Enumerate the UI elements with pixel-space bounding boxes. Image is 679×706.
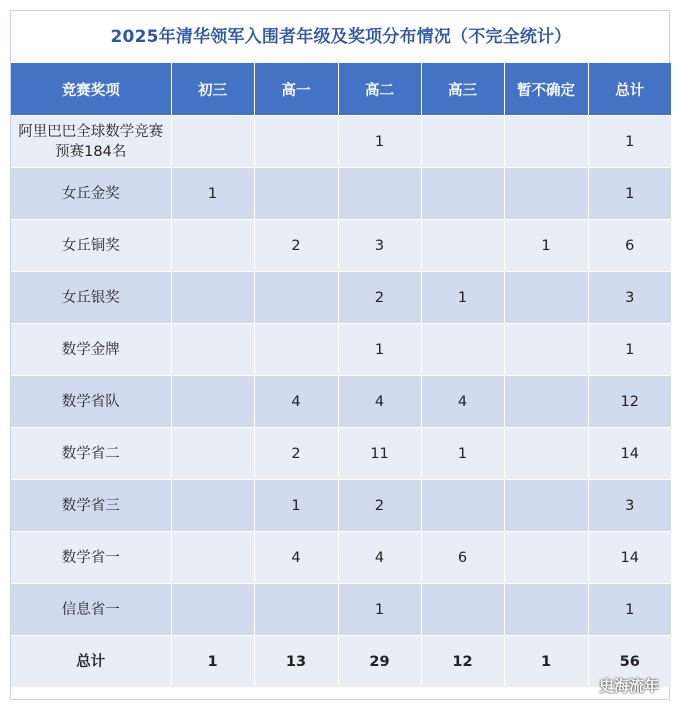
cell-undetermined (504, 324, 588, 376)
total-cell-award: 总计 (11, 636, 171, 688)
cell-undetermined (504, 168, 588, 220)
table-row (11, 272, 671, 324)
cell-grade-10 (254, 584, 338, 636)
cell-grade-9 (171, 584, 254, 636)
cell-grade-10: 2 (254, 220, 338, 272)
table-row (11, 116, 671, 168)
total-cell-total: 56 (588, 636, 671, 688)
cell-grade-10 (254, 272, 338, 324)
cell-grade-10 (254, 168, 338, 220)
cell-grade-9 (171, 532, 254, 584)
cell-grade-11: 4 (338, 532, 421, 584)
cell-grade-9 (171, 272, 254, 324)
table-row (11, 168, 671, 220)
header-grade-9: 初三 (171, 63, 254, 116)
cell-grade-10: 4 (254, 532, 338, 584)
header-grade-10: 高一 (254, 63, 338, 116)
cell-grade-12 (421, 584, 504, 636)
cell-undetermined (504, 584, 588, 636)
cell-award: 数学省队 (11, 376, 171, 428)
cell-grade-12: 6 (421, 532, 504, 584)
cell-undetermined (504, 428, 588, 480)
cell-undetermined (504, 532, 588, 584)
cell-grade-10: 2 (254, 428, 338, 480)
table-row (11, 220, 671, 272)
table-title: 2025年清华领军入围者年级及奖项分布情况（不完全统计） (110, 27, 572, 47)
cell-grade-9 (171, 376, 254, 428)
cell-award: 数学金牌 (11, 324, 171, 376)
table-row (11, 584, 671, 636)
cell-grade-12 (421, 480, 504, 532)
stats-table-frame (10, 10, 670, 700)
header-award: 竞赛奖项 (11, 63, 171, 116)
total-cell-grade-11: 29 (338, 636, 421, 688)
cell-grade-11: 1 (338, 324, 421, 376)
cell-award: 数学省一 (11, 532, 171, 584)
table-row (11, 376, 671, 428)
cell-award: 信息省一 (11, 584, 171, 636)
cell-grade-11: 4 (338, 376, 421, 428)
cell-grade-11: 2 (338, 272, 421, 324)
cell-grade-12 (421, 324, 504, 376)
cell-grade-11: 11 (338, 428, 421, 480)
cell-grade-11: 3 (338, 220, 421, 272)
cell-grade-10 (254, 324, 338, 376)
cell-grade-12: 1 (421, 272, 504, 324)
cell-total: 3 (588, 480, 671, 532)
watermark-text: 史海流年 (599, 677, 660, 695)
cell-award: 数学省三 (11, 480, 171, 532)
distribution-table (11, 63, 671, 687)
cell-grade-10: 4 (254, 376, 338, 428)
cell-grade-11 (338, 168, 421, 220)
cell-grade-11: 1 (338, 116, 421, 168)
table-row (11, 532, 671, 584)
cell-total: 1 (588, 584, 671, 636)
total-row (11, 636, 671, 688)
cell-award: 阿里巴巴全球数学竞赛预赛184名 (11, 116, 171, 168)
cell-undetermined (504, 116, 588, 168)
cell-total: 3 (588, 272, 671, 324)
cell-grade-12 (421, 220, 504, 272)
cell-award: 女丘金奖 (11, 168, 171, 220)
cell-grade-9 (171, 480, 254, 532)
cell-total: 6 (588, 220, 671, 272)
cell-undetermined (504, 480, 588, 532)
cell-award: 数学省二 (11, 428, 171, 480)
cell-grade-9 (171, 428, 254, 480)
cell-grade-9 (171, 324, 254, 376)
cell-undetermined: 1 (504, 220, 588, 272)
table-row (11, 480, 671, 532)
cell-grade-12 (421, 116, 504, 168)
header-undetermined: 暂不确定 (504, 63, 588, 116)
table-row (11, 428, 671, 480)
header-row (11, 63, 671, 116)
cell-award: 女丘银奖 (11, 272, 171, 324)
total-cell-undetermined: 1 (504, 636, 588, 688)
cell-grade-9: 1 (171, 168, 254, 220)
header-grade-11: 高二 (338, 63, 421, 116)
cell-total: 14 (588, 428, 671, 480)
total-cell-grade-10: 13 (254, 636, 338, 688)
cell-grade-12: 1 (421, 428, 504, 480)
cell-undetermined (504, 272, 588, 324)
table-row (11, 324, 671, 376)
header-total: 总计 (588, 63, 671, 116)
cell-total: 1 (588, 324, 671, 376)
cell-grade-12: 4 (421, 376, 504, 428)
cell-award: 女丘铜奖 (11, 220, 171, 272)
total-cell-grade-12: 12 (421, 636, 504, 688)
total-cell-grade-9: 1 (171, 636, 254, 688)
cell-grade-9 (171, 116, 254, 168)
cell-total: 1 (588, 168, 671, 220)
header-grade-12: 高三 (421, 63, 504, 116)
cell-grade-11: 2 (338, 480, 421, 532)
cell-grade-11: 1 (338, 584, 421, 636)
cell-grade-9 (171, 220, 254, 272)
cell-total: 1 (588, 116, 671, 168)
cell-grade-10 (254, 116, 338, 168)
cell-grade-10: 1 (254, 480, 338, 532)
cell-total: 14 (588, 532, 671, 584)
cell-total: 12 (588, 376, 671, 428)
cell-grade-12 (421, 168, 504, 220)
cell-undetermined (504, 376, 588, 428)
